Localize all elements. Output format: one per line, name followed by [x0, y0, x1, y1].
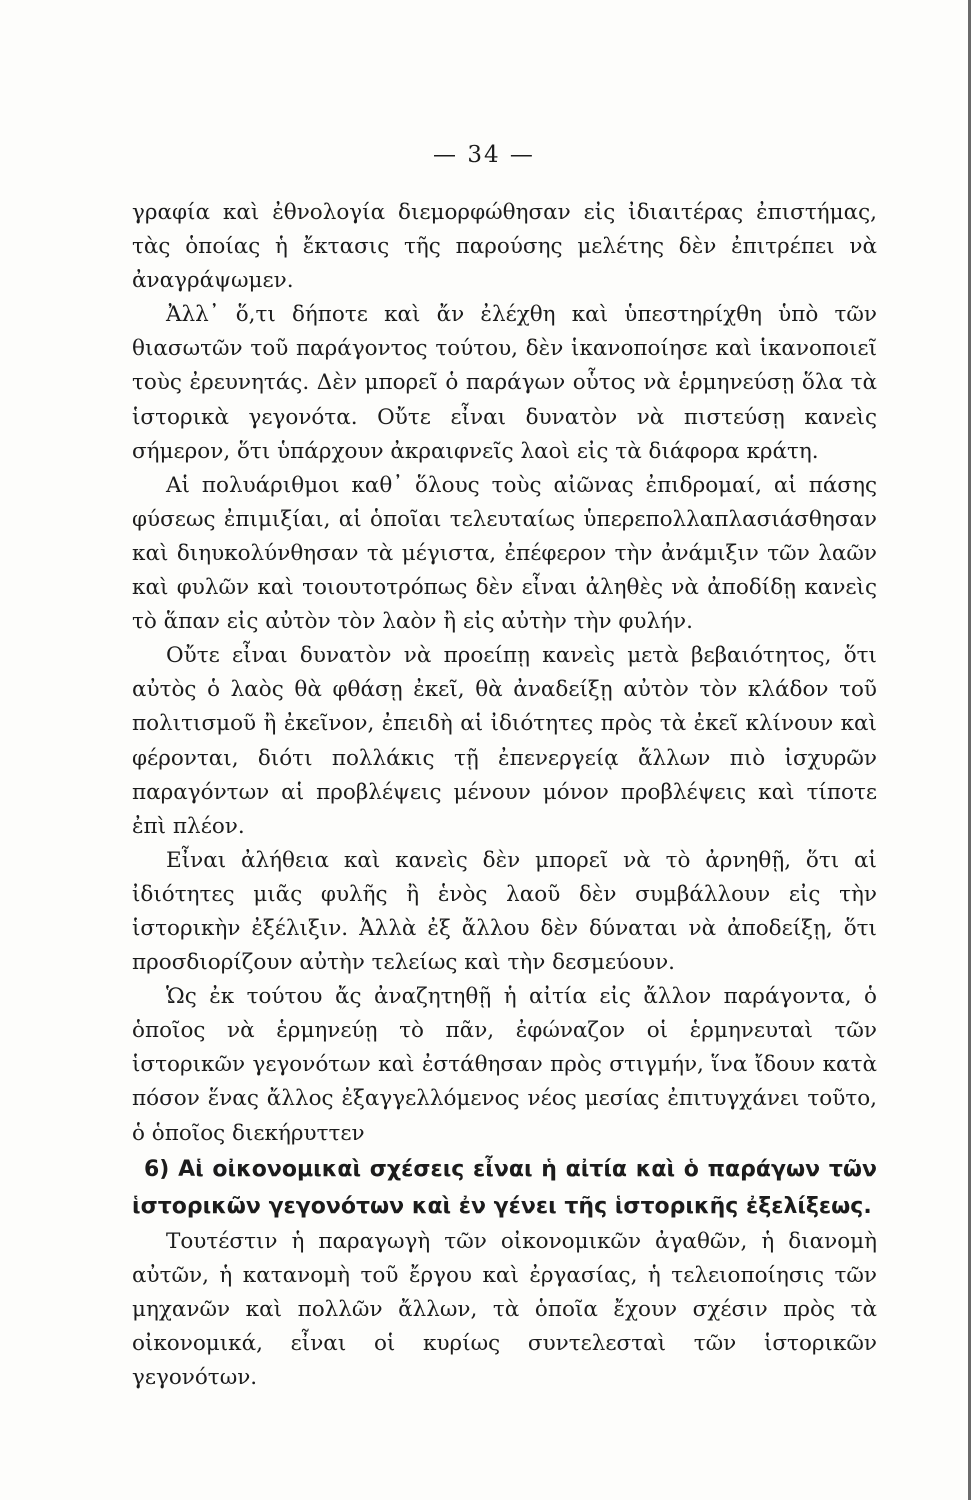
paragraph: Αἱ πολυάριθμοι καθ᾽ ὅλους τοὺς αἰῶνας ἐπιδρομαί, αἱ πάσης φύσεως ἐπιμιξίαι, αἱ ὁποῖαι τελευταίως ὑπερεπολλαπλασιάσθησαν καὶ διηυκολύνθησαν τὰ μέγιστα, ἐπέφερον τὴν ἀνάμιξιν τῶν λαῶν καὶ φυλῶν καὶ τοιουτοτρόπως δὲν εἶναι ἀληθὲς νὰ ἀποδίδῃ κανεὶς τὸ ἅπαν εἰς αὐτὸν τὸν λαὸν ἢ εἰς αὐτὴν τὴν φυλήν. — [132, 472, 877, 635]
paragraph: Ἀλλ᾽ ὅ,τι δήποτε καὶ ἄν ἐλέχθη καὶ ὑπεστηρίχθη ὑπὸ τῶν θιασωτῶν τοῦ παράγοντος τούτου, δὲν ἱκανοποίησε καὶ ἱκανοποιεῖ τοὺς ἐρευνητάς. Δὲν μπορεῖ ὁ παράγων οὗτος νὰ ἑρμηνεύσῃ ὅλα τὰ ἱστορικὰ γεγονότα. Οὔτε εἶναι δυνατὸν νὰ πιστεύσῃ κανεὶς σήμερον, ὅτι ὑπάρχουν ἀκραιφνεῖς λαοὶ εἰς τὰ διάφορα κράτη. — [132, 302, 877, 464]
paragraph: Τουτέστιν ἡ παραγωγὴ τῶν οἰκονομικῶν ἀγαθῶν, ἡ διανομὴ αὐτῶν, ἡ κατανομὴ τοῦ ἔργου καὶ ἐργασίας, ἡ τελειοποίησις τῶν μηχανῶν καὶ πολλῶν ἄλλων, τὰ ὁποῖα ἔχουν σχέσιν πρὸς τὰ οἰκονομικά, εἶναι οἱ κυρίως συντελεσταὶ τῶν ἱστορικῶν γεγονότων. — [132, 1228, 877, 1390]
paragraph: Οὔτε εἶναι δυνατὸν νὰ προείπῃ κανεὶς μετὰ βεβαιότητος, ὅτι αὐτὸς ὁ λαὸς θὰ φθάσῃ ἐκεῖ, θὰ ἀναδείξῃ αὐτὸν τὸν κλάδον τοῦ πολιτισμοῦ ἢ ἐκεῖνον, ἐπειδὴ αἱ ἰδιότητες πρὸς τὰ ἐκεῖ κλίνουν καὶ φέρονται, διότι πολλάκις τῇ ἐπενεργείᾳ ἄλλων πιὸ ἰσχυρῶν παραγόντων αἱ προβλέψεις μένουν μόνον προβλέψεις καὶ τίποτε ἐπὶ πλέον. — [132, 643, 877, 839]
page-number: — 34 — — [433, 142, 535, 168]
paragraph: Εἶναι ἀλήθεια καὶ κανεὶς δὲν μπορεῖ νὰ τὸ ἀρνηθῇ, ὅτι αἱ ἰδιότητες μιᾶς φυλῆς ἢ ἑνὸς λαοῦ δὲν συμβάλλουν εἰς τὴν ἱστορικὴν ἐξέλιξιν. Ἀλλὰ ἐξ ἄλλου δὲν δύναται νὰ ἀποδείξῃ, ὅτι προσδιορίζουν αὐτὴν τελείως καὶ τὴν δεσμεύουν. — [132, 847, 877, 976]
page-text — [132, 196, 877, 1395]
section-heading: 6) Αἱ οἰκονομικαὶ σχέσεις εἶναι ἡ αἰτία καὶ ὁ παράγων τῶν ἱστορικῶν γεγονότων καὶ ἐν γένει τῆς ἱστορικῆς ἐξελίξεως. — [132, 1156, 877, 1219]
paragraph: Ὡς ἐκ τούτου ἄς ἀναζητηθῇ ἡ αἰτία εἰς ἄλλον παράγοντα, ὁ ὁποῖος νὰ ἑρμηνεύῃ τὸ πᾶν, ἐφώναζον οἱ ἑρμηνευταὶ τῶν ἱστορικῶν γεγονότων καὶ ἐστάθησαν πρὸς στιγμήν, ἵνα ἴδουν κατὰ πόσον ἕνας ἄλλος ἐξαγγελλόμενος νέος μεσίας ἐπιτυγχάνει τοῦτο, ὁ ὁποῖος διεκήρυττεν — [132, 984, 877, 1146]
paragraph-continuation: γραφία καὶ ἐθνολογία διεμορφώθησαν εἰς ἰδιαιτέρας ἐπιστήμας, τὰς ὁποίας ἡ ἔκτασις τῆς παρούσης μελέτης δὲν ἐπιτρέπει νὰ ἀναγράψωμεν. — [132, 200, 877, 294]
